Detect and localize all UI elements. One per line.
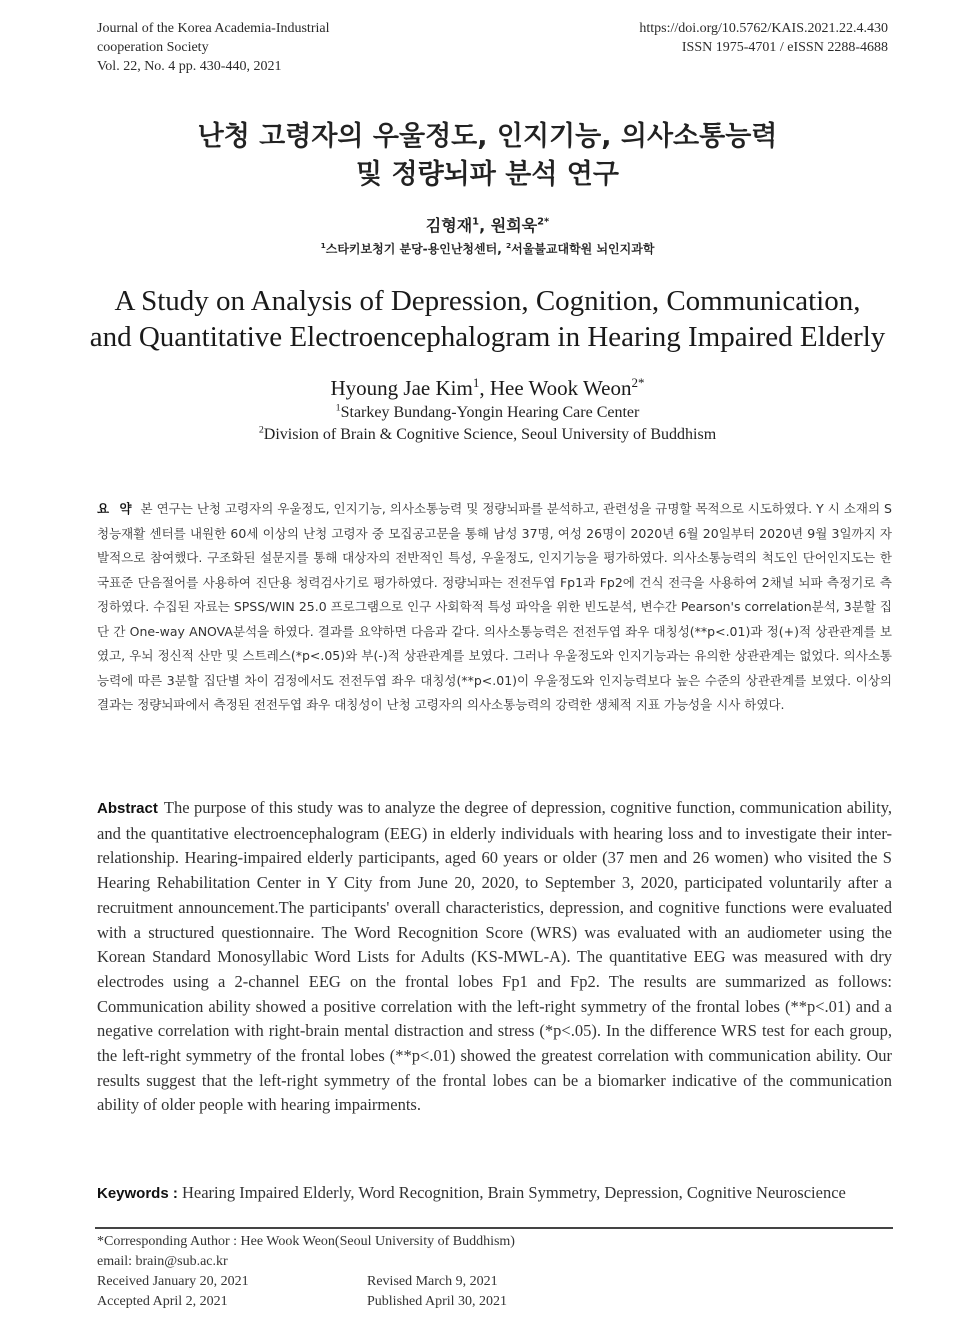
journal-volume: Vol. 22, No. 4 pp. 430-440, 2021 — [97, 59, 282, 74]
english-abstract-label: Abstract — [97, 800, 158, 817]
english-authors — [0, 376, 975, 401]
english-affil-2-sup: 2 — [258, 424, 264, 436]
english-affiliation-1 — [0, 404, 975, 422]
english-title — [60, 283, 915, 355]
korean-author-2-sup: 2* — [537, 216, 550, 228]
korean-title-line2: 및 정량뇌파 분석 연구 — [356, 159, 619, 190]
english-affiliation-2 — [0, 426, 975, 444]
doi-info — [639, 19, 888, 57]
english-affil-1-sup: 1 — [335, 402, 341, 414]
english-title-line1: A Study on Analysis of Depression, Cognition, Communication, — [114, 285, 861, 317]
korean-title — [0, 118, 975, 194]
english-author-2: Hee Wook Weon — [489, 376, 632, 400]
accepted-date: Accepted April 2, 2021 — [97, 1294, 228, 1309]
english-author-sep: , — [479, 376, 490, 400]
english-author-2-sup: 2* — [631, 375, 645, 390]
published-date: Published April 30, 2021 — [367, 1294, 508, 1309]
korean-authors — [0, 213, 975, 236]
keywords — [97, 1183, 897, 1203]
keywords-label: Keywords : — [97, 1185, 178, 1202]
korean-affiliations — [0, 240, 975, 257]
korean-affil-1-sup: 1 — [320, 241, 326, 250]
english-title-line2: and Quantitative Electroencephalogram in Hearing Impaired Elderly — [89, 321, 886, 353]
journal-info — [97, 19, 329, 76]
english-abstract — [97, 796, 892, 1118]
received-date: Received January 20, 2021 — [97, 1274, 249, 1289]
revised-date: Revised March 9, 2021 — [367, 1274, 498, 1289]
issn: ISSN 1975-4701 / eISSN 2288-4688 — [681, 40, 888, 55]
korean-title-line1: 난청 고령자의 우울정도, 인지기능, 의사소통능력 — [197, 121, 778, 152]
journal-name-line2: cooperation Society — [97, 40, 209, 55]
english-author-1-sup: 1 — [472, 375, 480, 390]
corresponding-author: *Corresponding Author : Hee Wook Weon(Seoul University of Buddhism) — [97, 1234, 515, 1249]
korean-author-sep: , — [479, 216, 491, 235]
footer-divider — [95, 1227, 893, 1229]
korean-author-1: 김형재 — [425, 216, 473, 235]
korean-abstract-label: 요 약 — [97, 501, 135, 516]
korean-author-1-sup: 1 — [472, 216, 480, 228]
korean-affil-1: 스타키보청기 분당-용인난청센터, — [325, 242, 506, 256]
english-affil-1: Starkey Bundang-Yongin Hearing Care Center — [340, 404, 640, 421]
korean-abstract — [97, 497, 892, 718]
doi-link[interactable]: https://doi.org/10.5762/KAIS.2021.22.4.430 — [639, 21, 888, 36]
journal-name-line1: Journal of the Korea Academia-Industrial — [97, 21, 330, 36]
korean-affil-2-sup: 2 — [505, 241, 512, 250]
korean-abstract-text: 본 연구는 난청 고령자의 우울정도, 인지기능, 의사소통능력 및 정량뇌파를 분석하고, 관련성을 규명할 목적으로 시도하였다. Y 시 소재의 S 청능재활 센터를 내원한 60세 이상의 난청 고령자 중 모집공고문을 통해 남성 37명, 여성 26명이 2020년 6월 20일부터 2020년 9월 3일까지 자발적으로 참여했다. 구조화된 설문지를 통해 대상자의 전반적인 특성, 우울정도, 인지기능을 평가하였다. 의사소통능력의 척도인 단어인지도는 한국표준 단음절어를 사용하여 진단용 청력검사기로 평가하였다. 정량뇌파는 전전두엽 Fp1과 Fp2에 건식 전극을 사용하여 2채널 뇌파 측정기로 측정하였다. 수집된 자료는 SPSS/WIN 25.0 프로그램으로 인구 사회학적 특성 파악을 위한 빈도분석, 변수간 Pearson's correlation분석, 3분할 집단 간 One-way ANOVA분석을 하였다. 결과를 요약하면 다음과 같다. 의사소통능력은 전전두엽 좌우 대칭성(**p<.01)과 정(+)적 상관관계를 보였고, 우뇌 정신적 산만 및 스트레스(*p<.05)와 부(-)적 상관관계를 보였다. 그러나 우울정도와 인지기능과는 유의한 상관관계는 없었다. 의사소통능력에 따른 3분할 집단별 차이 검정에서도 전전두엽 좌우 대칭성(**p<.01)이 우울정도와 인지능력보다 높은 수준의 상관관계를 보였다. 이상의 결과는 정량뇌파에서 측정된 전전두엽 좌우 대칭성이 난청 고령자의 의사소통능력의 강력한 생체적 지표 가능성을 시사 하였다. — [97, 501, 892, 712]
korean-affil-2: 서울불교대학원 뇌인지과학 — [511, 242, 655, 256]
english-abstract-text: The purpose of this study was to analyze the degree of depression, cognitive function, communication ability, and the quantitative electroencephalogram (EEG) in elderly individuals with hearing loss and to investigate their inter-relationship. Hearing-impaired elderly participants, aged 60 years or older (37 men and 26 women) who visited the S Hearing Rehabilitation Center in Y City from June 20, 2020, to September 3, 2020, participated voluntarily after a recruitment announcement.The participants' overall characteristics, depression, and cognitive functions were evaluated with a structured questionnaire. The Word Recognition Score (WRS) was evaluated with an audiometer using the Korean Standard Monosyllabic Word Lists for Adults (KS-MWL-A). The quantitative EEG was measured with dry electrodes using a 2-channel EEG on the frontal lobes Fp1 and Fp2. The results are summarized as follows: Communication ability showed a positive correlation with the left-right symmetry of the frontal lobes (**p<.01) and a negative correlation with right-brain mental distraction and stress (*p<.05). In the difference WRS test for each group, the left-right symmetry of the frontal lobes (**p<.01) showed the greatest correlation with communication ability. Our results suggest that the left-right symmetry of the frontal lobes can be a biomarker indicative of the communication ability of older people with hearing impairments. — [97, 798, 892, 1115]
english-affil-2: Division of Brain & Cognitive Science, Seoul University of Buddhism — [263, 426, 717, 443]
corresponding-email[interactable]: email: brain@sub.ac.kr — [97, 1254, 228, 1269]
korean-author-2: 원희욱 — [490, 216, 538, 235]
keywords-text: Hearing Impaired Elderly, Word Recognition, Brain Symmetry, Depression, Cognitive Neuroscience — [181, 1183, 846, 1202]
english-author-1: Hyoung Jae Kim — [330, 376, 473, 400]
